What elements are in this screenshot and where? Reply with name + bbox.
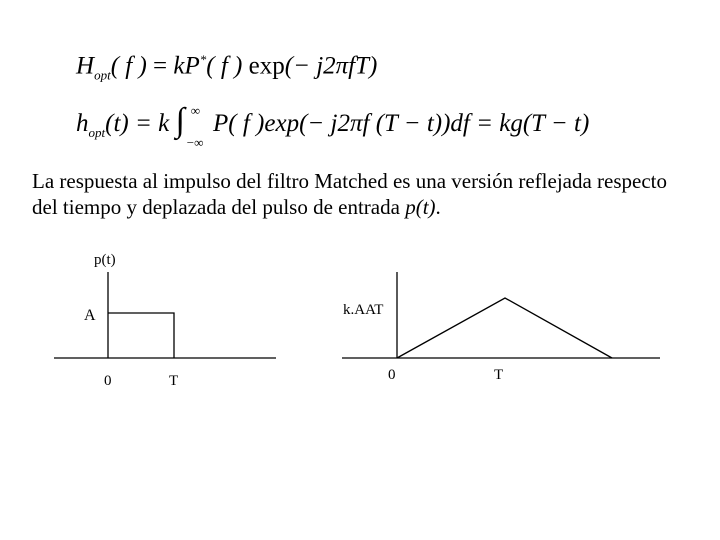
eq2-lhs-sub: opt [88,125,106,140]
eq1-rhs-exp-arg: (− j2πfT) [284,52,378,80]
eq2-lower-limit: −∞ [186,135,204,150]
rectangular-pulse [108,313,174,358]
triangular-response [397,298,612,358]
eq1-lhs-arg: ( f ) [110,52,147,80]
eq2-lhs-arg: (t) = k [105,110,170,137]
eq1-lhs: H [76,52,95,80]
right-origin-label: 0 [388,367,396,383]
left-t-label: T [169,373,179,389]
eq2-integral-sign: ∫ [175,102,185,139]
eq1-rhs-arg: ( f ) [206,52,243,80]
eq1-rhs-exp: exp [248,52,285,80]
paragraph-end: . [435,195,441,219]
right-peak-label: k.AAT [343,302,384,318]
paragraph-italic-term: p(t) [405,195,436,219]
eq1-rhs-sup: * [199,52,207,67]
eq2-exp-arg: (− j2πf (T − t))df [299,110,470,137]
eq2-integrand: P( f )exp [213,110,300,137]
left-graph-title: p(t) [94,252,116,268]
eq1-rhs-k: kP [173,52,200,80]
eq1-lhs-sub: opt [94,67,111,83]
eq2-upper-limit: ∞ [190,103,201,118]
eq2-lhs: h [76,110,89,137]
left-origin-label: 0 [104,373,112,389]
eq1-equals: = [153,52,168,80]
paragraph-text: La respuesta al impulso del filtro Matched es una versión reflejada respecto del tiempo y deplazada del pulso de entrada [32,169,668,219]
right-t-label: T [494,367,504,383]
left-amplitude-label: A [84,307,96,324]
eq2-result: = kg(T − t) [476,110,590,137]
